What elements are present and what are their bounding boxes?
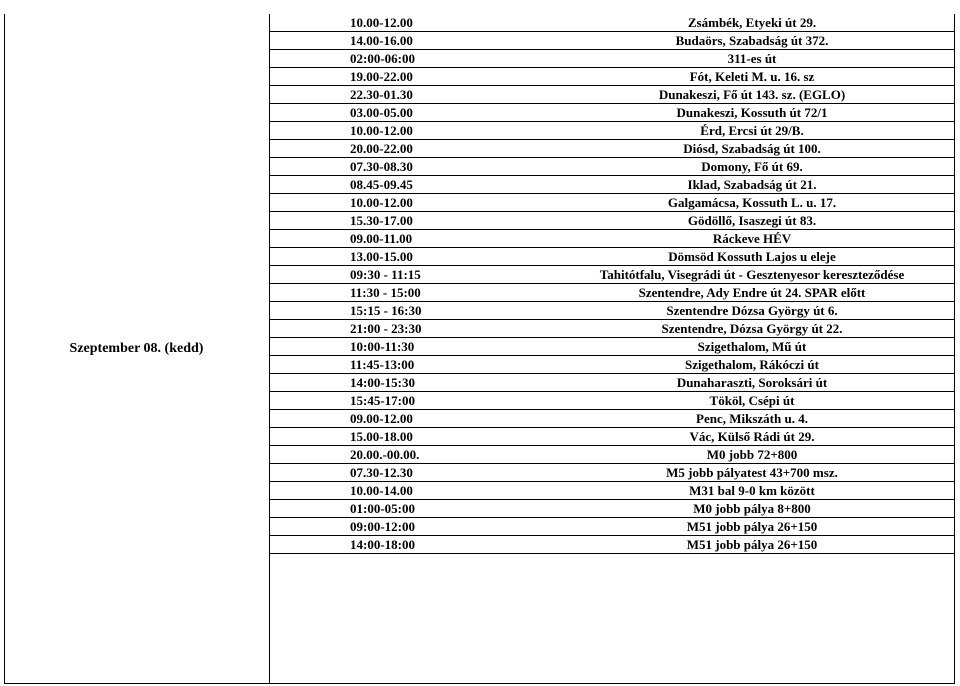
time-slot: 10:00-11:30 — [350, 339, 415, 354]
location: Tököl, Csépi út — [709, 393, 795, 408]
location: M31 bal 9-0 km között — [689, 483, 815, 498]
schedule-row — [270, 482, 954, 500]
time-slot: 15.30-17.00 — [350, 213, 413, 228]
schedule-table — [4, 14, 955, 684]
location: Dömsöd Kossuth Lajos u eleje — [668, 249, 836, 264]
location: Dunakeszi, Fő út 143. sz. (EGLO) — [658, 87, 846, 102]
location: Szigethalom, Mű út — [697, 339, 807, 354]
schedule-row — [270, 500, 954, 518]
schedule-row — [270, 302, 954, 320]
schedule-row — [270, 122, 954, 140]
time-slot: 09:30 - 11:15 — [350, 267, 421, 282]
time-slot: 11:45-13:00 — [350, 357, 415, 372]
time-slot: 09:00-12:00 — [350, 519, 415, 534]
location: Ráckeve HÉV — [712, 231, 792, 246]
location: M5 jobb pályatest 43+700 msz. — [666, 465, 838, 480]
location: Galgamácsa, Kossuth L. u. 17. — [667, 195, 837, 210]
time-slot: 15.00-18.00 — [350, 429, 413, 444]
time-slot: 15:45-17:00 — [350, 393, 415, 408]
right-border — [954, 14, 955, 684]
schedule-row — [270, 428, 954, 446]
location: Szentendre, Dózsa György út 22. — [661, 321, 843, 336]
location: M51 jobb pálya 26+150 — [686, 519, 818, 534]
schedule-row — [270, 374, 954, 392]
date-label: Szeptember 08. (kedd) — [69, 341, 204, 356]
schedule-row — [270, 68, 954, 86]
schedule-row — [270, 14, 954, 32]
time-slot: 15:15 - 16:30 — [350, 303, 422, 318]
time-slot: 13.00-15.00 — [350, 249, 413, 264]
schedule-row — [270, 50, 954, 68]
location: Gödöllő, Isaszegi út 83. — [687, 213, 817, 228]
time-slot: 21:00 - 23:30 — [350, 321, 422, 336]
schedule-row — [270, 356, 954, 374]
location: Szigethalom, Rákóczi út — [685, 357, 819, 372]
location: Vác, Külső Rádi út 29. — [689, 429, 815, 444]
location: Tahitótfalu, Visegrádi út - Gesztenyesor kereszteződése — [599, 267, 905, 282]
location: Diósd, Szabadság út 100. — [683, 141, 821, 156]
location: Zsámbék, Etyeki út 29. — [687, 15, 817, 30]
location: Szentendre Dózsa György út 6. — [666, 303, 838, 318]
row-underline — [270, 553, 954, 554]
time-slot: 09.00-12.00 — [350, 411, 413, 426]
location: Budaörs, Szabadság út 372. — [675, 33, 829, 48]
schedule-row — [270, 32, 954, 50]
location: M51 jobb pálya 26+150 — [686, 537, 818, 552]
schedule-row — [270, 464, 954, 482]
location: Dunaharaszti, Soroksári út — [676, 375, 828, 390]
time-slot: 14.00-16.00 — [350, 33, 413, 48]
schedule-rows — [270, 14, 954, 554]
location: Penc, Mikszáth u. 4. — [696, 411, 808, 426]
location: 311-es út — [727, 51, 777, 66]
schedule-row — [270, 392, 954, 410]
schedule-row — [270, 158, 954, 176]
time-slot: 10.00-14.00 — [350, 483, 413, 498]
time-slot: 07.30-08.30 — [350, 159, 413, 174]
schedule-row — [270, 284, 954, 302]
schedule-row — [270, 176, 954, 194]
schedule-row — [270, 104, 954, 122]
location: Fót, Keleti M. u. 16. sz — [689, 69, 815, 84]
time-slot: 01:00-05:00 — [350, 501, 415, 516]
location: Szentendre, Ady Endre út 24. SPAR előtt — [638, 285, 866, 300]
time-slot: 10.00-12.00 — [350, 123, 413, 138]
schedule-row — [270, 230, 954, 248]
location: M0 jobb 72+800 — [706, 447, 798, 462]
schedule-row — [270, 248, 954, 266]
schedule-row — [270, 212, 954, 230]
location: Domony, Fő út 69. — [701, 159, 803, 174]
schedule-row — [270, 86, 954, 104]
schedule-row — [270, 446, 954, 464]
date-cell — [4, 14, 269, 684]
location: Iklad, Szabadság út 21. — [687, 177, 817, 192]
schedule-row — [270, 140, 954, 158]
time-slot: 11:30 - 15:00 — [350, 285, 421, 300]
time-slot: 19.00-22.00 — [350, 69, 413, 84]
schedule-row — [270, 320, 954, 338]
schedule-row — [270, 536, 954, 554]
time-slot: 02:00-06:00 — [350, 51, 415, 66]
location: Dunakeszi, Kossuth út 72/1 — [676, 105, 828, 120]
time-slot: 20.00.-00.00. — [350, 447, 420, 462]
schedule-row — [270, 410, 954, 428]
schedule-row — [270, 194, 954, 212]
time-slot: 20.00-22.00 — [350, 141, 413, 156]
time-slot: 07.30-12.30 — [350, 465, 413, 480]
time-slot: 22.30-01.30 — [350, 87, 413, 102]
location: Érd, Ercsi út 29/B. — [700, 123, 804, 138]
time-slot: 10.00-12.00 — [350, 195, 413, 210]
schedule-row — [270, 518, 954, 536]
time-slot: 09.00-11.00 — [350, 231, 413, 246]
time-slot: 14:00-18:00 — [350, 537, 415, 552]
time-slot: 03.00-05.00 — [350, 105, 413, 120]
schedule-row — [270, 338, 954, 356]
time-slot: 10.00-12.00 — [350, 15, 413, 30]
time-slot: 08.45-09.45 — [350, 177, 413, 192]
time-slot: 14:00-15:30 — [350, 375, 415, 390]
location: M0 jobb pálya 8+800 — [693, 501, 811, 516]
schedule-row — [270, 266, 954, 284]
